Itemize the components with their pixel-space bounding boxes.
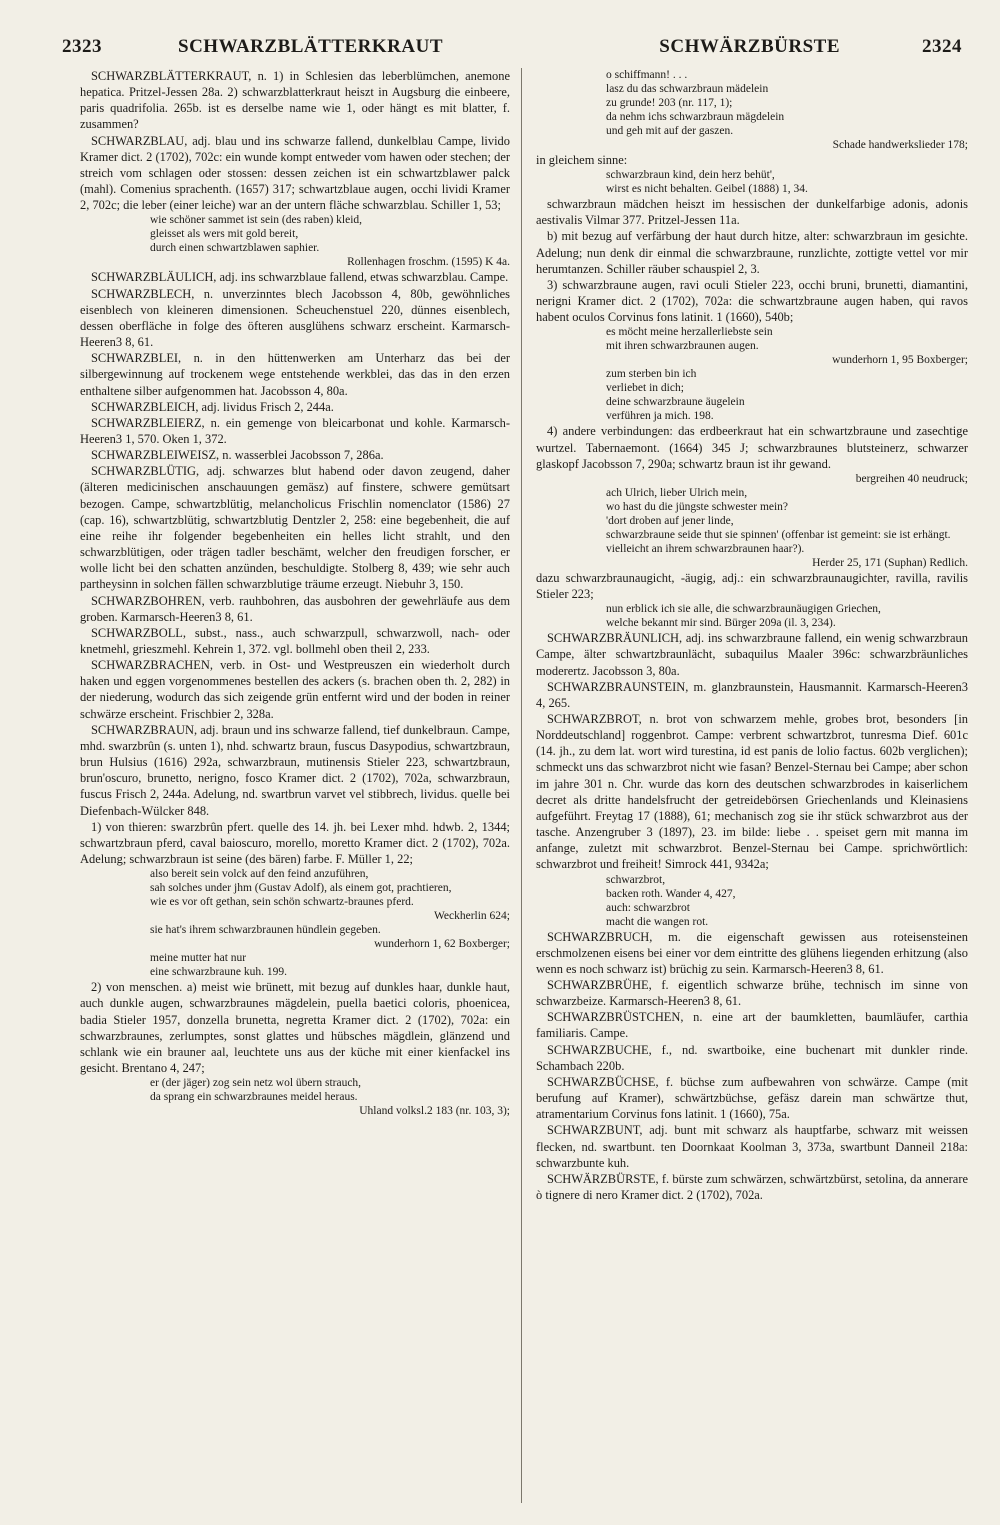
entry-paragraph: SCHWARZBRÜHE, f. eigentlich schwarze brühe, technisch im sinne von schwarzbeize. Karmarsch-Heeren3 8, 61.	[536, 978, 968, 1009]
quotation: also bereit sein volck auf den feind anzuführen, sah solches under jhm (Gustav Adolf), als einem got, prachtieren, wie es vor oft gethan, sein schön schwartz-braunes pferd.	[150, 868, 452, 909]
entry-paragraph: schwarzbraun mädchen heiszt im hessischen der dunkelfarbige adonis, adonis aestivalis Vilmar 377. Pritzel-Jessen 11a.	[536, 197, 968, 228]
citation-source: wunderhorn 1, 95 Boxberger;	[832, 354, 968, 367]
headword-right: SCHWÄRZBÜRSTE	[659, 36, 840, 57]
entry-paragraph: b) mit bezug auf verfärbung der haut durch hitze, alter: schwarzbraun im gesichte. Adelung; nun denk dir einmal die schwarzbraune, runzlichte, zottigte vettel vor mir herumtanzen. Schiller räuber schauspiel 2, 3.	[536, 229, 968, 276]
entry-paragraph: 3) schwarzbraune augen, ravi oculi Stieler 223, occhi bruni, brunetti, diamantini, nerigni Kramer dict. 2 (1702), 702a: die schwartzbraune augen haben, qui ravos habent oculos Corvinus fons latinit. 1 (1660), 540b;	[536, 277, 968, 325]
citation-source: wunderhorn 1, 62 Boxberger;	[374, 938, 510, 951]
citation-source: Weckherlin 624;	[433, 910, 510, 923]
entry-paragraph: 2) von menschen. a) meist wie brünett, mit bezug auf dunkles haar, dunkle haut, auch dunkle augen, schwarzbraunes mägdelein, puella baetici coloris, phoenicea, badia Stieler 1957, donzella brunetta, negretta Kramer dict. 2 (1702), 702a: ein schwarzbraunes, zerlumptes, sonst glattes und hübsches mägdlein, glänzend und schlank wie ein brauner aal, leuchtete uns aus der küche mit einer kienfackel ins gesicht. Brentano 4, 247;	[80, 980, 510, 1075]
entry-paragraph: SCHWARZBRUCH, m. die eigenschaft gewissen aus roteisensteinen erschmolzenen eisens bei einer vor dem eintritte des glühens liegenden erhitzung (also wenn es noch schwarz ist) brüchig zu sein. Karmarsch-Heeren3 8, 61.	[536, 929, 968, 976]
entry-paragraph: SCHWARZBLEIERZ, n. ein gemenge von bleicarbonat und kohle. Karmarsch-Heeren3 1, 570. Oken 1, 372.	[80, 415, 510, 446]
entry-paragraph: SCHWARZBLÄULICH, adj. ins schwarzblaue fallend, etwas schwarzblau. Campe.	[91, 270, 509, 285]
continuation-text: in gleichem sinne:	[536, 153, 628, 167]
page-number-right: 2324	[922, 36, 962, 57]
quotation: meine mutter hat nur eine schwarzbraune kuh. 199.	[150, 952, 287, 979]
entry-paragraph: SCHWÄRZBÜRSTE, f. bürste zum schwärzen, schwärtzbürst, setolina, da annerare ò tignere di nero Kramer dict. 2 (1702), 702a.	[536, 1171, 968, 1203]
headword-left: SCHWARZBLÄTTERKRAUT	[178, 36, 443, 57]
citation-source: Uhland volksl.2 183 (nr. 103, 3);	[359, 1105, 510, 1118]
entry-paragraph: SCHWARZBLEIWEISZ, n. wasserblei Jacobsson 7, 286a.	[91, 448, 384, 463]
continuation-text: dazu schwarzbraunaugicht, -äugig, adj.: ein schwarzbraunaugichter, ravilla, ravilis Stieler 223;	[536, 570, 968, 602]
entry-paragraph: SCHWARZBOHREN, verb. rauhbohren, das ausbohren der gewehrläufe aus dem groben. Karmarsch-Heeren3 8, 61.	[80, 593, 510, 624]
entry-paragraph: 1) von thieren: swarzbrûn pfert. quelle des 14. jh. bei Lexer mhd. hdwb. 2, 1344; schwartzbraun pferd, caval baioscuro, morello, moretto Kramer dict. 2 (1702), 702a. Adelung; schwarzbraun ist seine (des bären) farbe. F. Müller 1, 22;	[80, 819, 510, 867]
citation-source: Rollenhagen froschm. (1595) K 4a.	[347, 256, 510, 269]
entry-paragraph: SCHWARZBUNT, adj. bunt mit schwarz als hauptfarbe, schwarz mit weissen flecken, nd. swartbunt. ten Doornkaat Koolman 3, 373a, swartbunt Danneil 218a: schwarzbunte kuh.	[536, 1123, 968, 1170]
quotation: wie schöner sammet ist sein (des raben) kleid, gleisset als wers mit gold bereit, durch einen schwartzblawen saphier.	[150, 214, 363, 255]
entry-paragraph: SCHWARZBLECH, n. unverzinntes blech Jacobsson 4, 80b, gewöhnliches eisenblech von kleineren dimensionen. Scheuchenstuel 220, dünnes eisenblech, dessen oberfläche in folge des öfteren ausglühens schwarz erscheint. Karmarsch-Heeren3 8, 61.	[80, 286, 510, 350]
entry-paragraph: SCHWARZBLEICH, adj. lividus Frisch 2, 244a.	[91, 399, 334, 414]
quotation: er (der jäger) zog sein netz wol übern strauch, da sprang ein schwarzbraunes meidel heraus.	[150, 1077, 362, 1104]
column-rule	[521, 68, 522, 1503]
entry-paragraph: 4) andere verbindungen: das erdbeerkraut hat ein schwartzbraune und zasechtige wurtzel. Tabernaemont. (1664) 345 J; schwarzbraunes blutsteinerz, schwarzer glaskopf Jacobsson 7, 290a; schwartz braun ist ihr gewand.	[536, 424, 968, 471]
citation-source: Schade handwerkslieder 178;	[832, 139, 968, 151]
page-number-left: 2323	[62, 36, 102, 57]
citation-source: bergreihen 40 neudruck;	[855, 472, 968, 485]
entry-paragraph: SCHWARZBLAU, adj. blau und ins schwarze fallend, dunkelblau Campe, livido Kramer dict. 2 (1702), 702c: ein wunde kompt entweder vom hawen oder stechen; der streich vom schlagen oder stossen: dessen zeichen ist ein schwartzblawer palck (mahl). Comenius sprachenth. (1657) 317; schwartzblaue augen, occhi lividi Kramer 2, 702c; die leber (einer leiche) war an der untern fläche schwarzblau. Schiller 1, 53;	[80, 133, 510, 213]
entry-paragraph: SCHWARZBROT, n. brot von schwarzem mehle, grobes brot, besonders [in Norddeutschland] roggenbrot. Campe: verbrent schwartzbrot, tunresma Dief. 601c (14. jh., zu dem lat. wort wird turestina, id est panis de lolio factus. 602b verglichen); schmeckt uns das schwarzbrot nicht wie fasan? Benzel-Sternau bei Campe; aber schon im jahre 301 n. Chr. wurde das korn des deutschen schwarzbrodes in kaiserlichem decret als dritte handelsfrucht der getreidebörsen Griechenlands und Kleinasiens aufgeführt. Freytag 17 (1888), 61; mechanisch zog sie ihr stück schwarzbrot aus der tasche. Anzengruber 3 (1897), 23. im bilde: liebe . . speiset gern mit manna im anfange, zuletzt mit schwarzbrot. Benzel-Sternau bei Campe. sprichwörtlich: schwarzbrot und freiheit! Simrock 441, 9342a;	[536, 711, 968, 872]
citation-source: Herder 25, 171 (Suphan) Redlich.	[812, 556, 968, 569]
entry-paragraph: SCHWARZBRÜSTCHEN, n. eine art der baumkletten, baumläufer, carthia familiaris. Campe.	[536, 1010, 968, 1041]
entry-paragraph: SCHWARZBÜCHSE, f. büchse zum aufbewahren von schwärze. Campe (mit berufung auf Kramer), schwärtzbüchse, gefäsz darein man schwärtze thut, atramentarium Corvinus fons latinit. 1 (1660), 75a.	[536, 1074, 968, 1122]
quotation: sie hat's ihrem schwarzbraunen hündlein gegeben.	[150, 924, 381, 937]
entry-paragraph: SCHWARZBLEI, n. in den hüttenwerken am Unterharz das bei der silbergewinnung auf trockenem wege entstehende werkblei, das das in den erzen enthaltene silber aufgenommen hat. Jacobsson 4, 80a.	[80, 351, 510, 398]
entry-paragraph: SCHWARZBRÄUNLICH, adj. ins schwarzbraune fallend, ein wenig schwarzbraun Campe, älter schwartzbraunlächt, subaquilus Maaler 396c: schwarzbräunliches moderertz. Jacobsson 3, 80a.	[536, 631, 968, 678]
running-header	[0, 36, 1000, 66]
quotation: es möcht meine herzallerliebste sein mit ihren schwarzbraunen augen.	[606, 326, 773, 353]
entry-paragraph: SCHWARZBRAUN, adj. braun und ins schwarze fallend, tief dunkelbraun. Campe, mhd. swarzbrûn (s. unten 1), nhd. schwartz braun, fuscus Dasypodius, schwartzbraun, brun Hulsius (1616) 292a, schwarzbraun, mutinensis Stieler 223, schwartzbraun, brun'oscuro, brunetto, nerigno, fosco Kramer dict. 2 (1702), 702a, schwarzbraun, fuscus Frisch 2, 244a. Adelung, nd. swartbrun varvet vel stibbrech, lividus. quelle bei Diefenbach-Wülcker 848.	[80, 722, 510, 818]
entry-paragraph: SCHWARZBLÜTIG, adj. schwarzes blut habend oder davon zeugend, daher (älteren medicinischen anschauungen gemäsz) auf finstere, schwere gemütsart bezogen. Campe, schwartzblütig, melancholicus Frischlin nomenclator (1586) 27 (cap. 16), schwartzblütig, schwartzblutig Dentzler 2, 258: eine begebenheit, die auf eine reihe ihr folgender begebenheiten ein helles licht strahlt, und den schwarzblütigen, oder trägen tadler beschämt, welcher den freudigen forscher, er wolle licht bei den schatten anzünden, beschuldigte. Stolberg 8, 439; wie sehr auch partheysinn in solchen fällen schwarzblutige träume erzeugt. Niebuhr 3, 150.	[80, 464, 510, 592]
quotation: o schiffmann! . . . lasz du das schwarzbraun mädelein zu grunde! 203 (nr. 117, 1); da nehm ichs schwarzbraun mägdelein und geh mit auf der gaszen.	[606, 69, 785, 137]
left-column	[80, 68, 510, 1118]
entry-paragraph: SCHWARZBUCHE, f., nd. swartboike, eine buchenart mit dunkler rinde. Schambach 220b.	[536, 1042, 968, 1073]
quotation: zum sterben bin ich verliebet in dich; deine schwarzbraune äugelein verführen ja mich. 198.	[606, 368, 745, 423]
entry-paragraph: SCHWARZBOLL, subst., nass., auch schwarzpull, schwarzwoll, nach- oder knetmehl, grieszmehl. Kehrein 1, 372. vgl. bollmehl oben theil 2, 233.	[80, 625, 510, 656]
quotation: schwarzbraun kind, dein herz behüt', wirst es nicht behalten. Geibel (1888) 1, 34.	[606, 169, 808, 196]
quotation: ach Ulrich, lieber Ulrich mein, wo hast du die jüngste schwester mein? 'dort droben auf jener linde, schwarzbraune seide thut sie spinnen' (offenbar ist gemeint: sie ist erhängt. vielleicht an ihrem schwarzbraunen haar?).	[606, 486, 951, 555]
quotation: nun erblick ich sie alle, die schwarzbraunäugigen Griechen, welche bekannt mir sind. Bürger 209a (il. 3, 234).	[606, 603, 881, 630]
entry-paragraph: SCHWARZBLÄTTERKRAUT, n. 1) in Schlesien das leberblümchen, anemone hepatica. Pritzel-Jessen 28a. 2) schwarzblatterkraut heiszt in Augsburg die einbeere, paris quadrifolia. 265b. ist es derselbe name wie 1, oder hängt es mit blatter, f. zusammen?	[80, 69, 510, 132]
entry-paragraph: SCHWARZBRACHEN, verb. in Ost- und Westpreuszen ein wiederholt durch haken und eggen vorgenommenes bestellen des ackers (s. brachen oben th. 2, 282) in der niederung, wodurch das sich zeigende grün entfernt wird und der boden in reiner schwärze erscheint. Frischbier 2, 328a.	[80, 658, 510, 721]
quotation: schwarzbrot, backen roth. Wander 4, 427, auch: schwarzbrot macht die wangen rot.	[606, 873, 736, 928]
right-column	[536, 68, 968, 1203]
entry-paragraph: SCHWARZBRAUNSTEIN, m. glanzbraunstein, Hausmannit. Karmarsch-Heeren3 4, 265.	[536, 679, 968, 710]
